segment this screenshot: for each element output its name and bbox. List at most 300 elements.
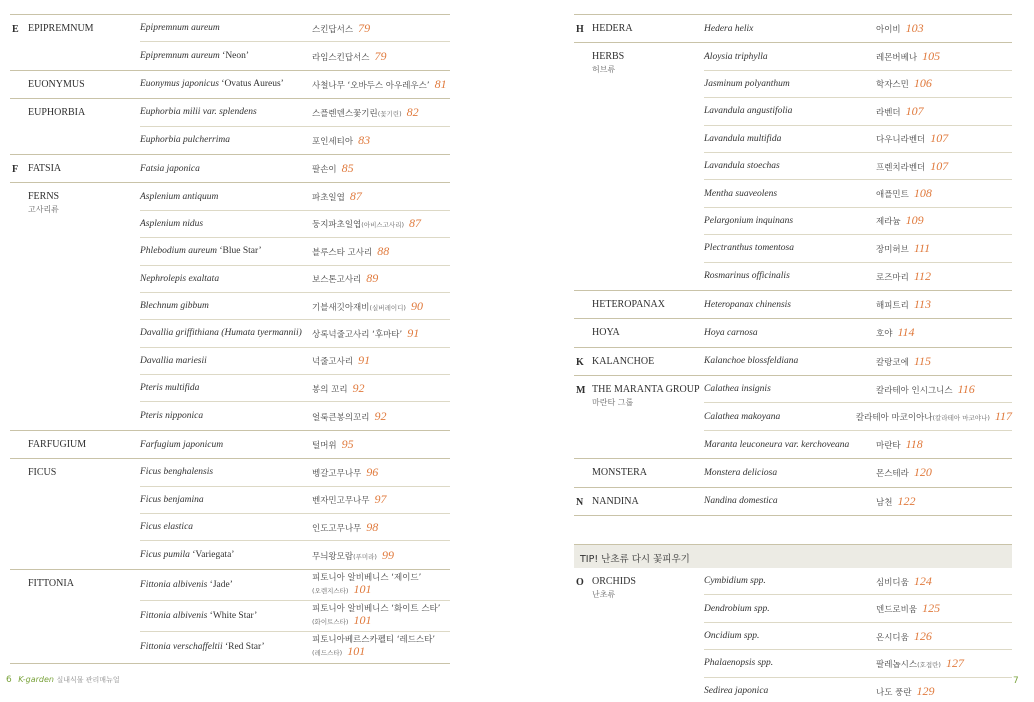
genus-group xyxy=(574,348,1012,376)
entry-list xyxy=(140,459,450,569)
scientific-name xyxy=(140,219,312,229)
plant-entry xyxy=(704,126,1012,153)
korean-name xyxy=(312,21,370,36)
scientific-name-text: Dendrobium spp. xyxy=(704,603,770,614)
scientific-name xyxy=(140,192,312,202)
page-ref: 97 xyxy=(374,492,387,507)
scientific-name xyxy=(704,189,876,199)
genus-label: EUONYMUS xyxy=(28,78,85,90)
genus-group xyxy=(574,14,1012,43)
page-ref: 91 xyxy=(358,353,371,368)
plant-entry xyxy=(140,514,450,541)
page-ref: 115 xyxy=(913,353,931,368)
korean-name xyxy=(876,629,932,644)
genus-name xyxy=(592,356,654,368)
genus-group xyxy=(574,43,1012,291)
genus-name xyxy=(592,23,633,35)
scientific-name xyxy=(704,440,876,450)
korean-name xyxy=(856,409,1012,424)
korean-name xyxy=(312,635,435,659)
page-number-left: 6 xyxy=(6,675,12,685)
plant-entry xyxy=(704,348,1012,375)
korean-name xyxy=(876,601,940,616)
genus-name xyxy=(28,23,94,35)
plant-entry xyxy=(140,155,450,182)
page-ref: 122 xyxy=(897,493,916,508)
plant-entry xyxy=(140,570,450,601)
scientific-name-text: Fittonia albivenis xyxy=(140,610,208,621)
page-ref: 107 xyxy=(930,131,949,146)
scientific-name xyxy=(140,495,312,505)
scientific-name-text: Fatsia japonica xyxy=(140,163,200,174)
page-ref: 99 xyxy=(381,547,394,562)
korean-name xyxy=(876,574,932,589)
page-ref: 87 xyxy=(349,189,362,204)
korean-name xyxy=(312,161,354,176)
genus-label: FATSIA xyxy=(28,162,62,174)
genus-name xyxy=(592,299,665,311)
korean-name-text: 봉의 꼬리 xyxy=(312,384,348,395)
scientific-name-text: Heteropanax chinensis xyxy=(704,299,791,310)
scientific-name-text: Nandina domestica xyxy=(704,496,778,507)
korean-name xyxy=(876,241,930,256)
page-ref: 107 xyxy=(905,103,924,118)
page-ref: 111 xyxy=(913,240,931,255)
korean-name-text: 덴드로비움 xyxy=(876,605,918,616)
genus-korean: 마란타 그룹 xyxy=(592,398,634,408)
korean-name xyxy=(876,186,932,201)
cultivar-name: ‘White Star’ xyxy=(209,610,258,621)
cultivar-name: ‘Jade’ xyxy=(209,579,233,590)
plant-entry xyxy=(140,127,450,154)
scientific-name xyxy=(704,161,876,171)
korean-name-text: 인도고무나무 xyxy=(312,523,362,534)
korean-name-text: 무늬왕모람 xyxy=(312,551,354,562)
korean-name xyxy=(312,353,370,368)
scientific-name xyxy=(704,356,876,366)
korean-name-text: 블루스타 고사리 xyxy=(312,247,373,258)
genus-name xyxy=(592,576,636,601)
korean-name xyxy=(312,381,365,396)
page-ref: 101 xyxy=(353,581,372,596)
scientific-name-text: Ficus pumila xyxy=(140,550,190,561)
cultivar-name: ‘Neon’ xyxy=(222,51,250,62)
korean-name xyxy=(876,354,931,369)
genus-group xyxy=(574,488,1012,516)
scientific-name-text: Hoya carnosa xyxy=(704,327,758,338)
korean-name-text: 스킨답서스 xyxy=(312,24,354,35)
korean-name-text: 피토니아 알비베니스 ‘화이트 스타’ xyxy=(312,603,441,614)
korean-name-text: 벤자민고무나무 xyxy=(312,496,370,507)
plant-entry xyxy=(140,601,450,632)
page-ref: 105 xyxy=(922,49,941,64)
tip-title: TIP! 난초류 다시 꽃피우기 xyxy=(580,554,690,566)
korean-name xyxy=(876,437,923,452)
plant-entry xyxy=(140,42,450,69)
plant-entry xyxy=(140,402,450,429)
scientific-name-text: Lavandula angustifolia xyxy=(704,106,793,117)
scientific-name-text: Mentha suaveolens xyxy=(704,188,778,199)
korean-name xyxy=(312,49,386,64)
scientific-name xyxy=(704,300,876,310)
page-ref: 103 xyxy=(905,21,924,36)
korean-name xyxy=(312,465,378,480)
scientific-name xyxy=(140,274,312,284)
genus-group xyxy=(574,568,1012,702)
plant-entry xyxy=(140,487,450,514)
korean-name xyxy=(312,133,370,148)
scientific-name-text: Euphorbia pulcherrima xyxy=(140,135,230,146)
genus-label: HOYA xyxy=(592,327,620,339)
scientific-name xyxy=(140,356,312,366)
brand-title: K-garden xyxy=(18,675,54,684)
brand-subtitle: 실내식물 관리매뉴얼 xyxy=(56,676,120,684)
korean-name xyxy=(312,105,419,120)
page-ref: 112 xyxy=(913,268,931,283)
korean-alias: (칼라테아 마코야나) xyxy=(932,414,990,423)
entry-list xyxy=(140,71,450,98)
plant-entry xyxy=(704,263,1012,290)
korean-name-text: 팔손이 xyxy=(312,165,337,176)
plant-entry xyxy=(704,595,1012,622)
cultivar-name: ‘Ovatus Aureus’ xyxy=(221,79,284,90)
page-ref: 81 xyxy=(434,76,447,91)
genus-name xyxy=(592,496,639,508)
korean-name-text: 제라늄 xyxy=(876,217,901,228)
korean-name xyxy=(312,216,421,231)
genus-label: HERBS xyxy=(592,51,625,63)
korean-name xyxy=(312,77,447,92)
plant-entry xyxy=(704,71,1012,98)
plant-entry xyxy=(704,15,1012,42)
cultivar-name: ‘Blue Star’ xyxy=(219,246,262,257)
genus-label: EUPHORBIA xyxy=(28,107,86,119)
scientific-name-text: Monstera deliciosa xyxy=(704,467,778,478)
scientific-name xyxy=(140,440,312,450)
plant-entry xyxy=(704,235,1012,262)
scientific-name-text: Cymbidium spp. xyxy=(704,576,766,587)
scientific-name-text: Fittonia albivenis xyxy=(140,579,208,590)
korean-name-text: 학자스민 xyxy=(876,80,909,91)
korean-name xyxy=(876,49,940,64)
korean-name xyxy=(312,573,421,597)
page-ref: 79 xyxy=(374,48,387,63)
korean-name-text: 남천 xyxy=(876,497,893,508)
scientific-name-text: Aloysia triphylla xyxy=(704,51,768,62)
genus-group xyxy=(10,183,450,431)
scientific-name xyxy=(704,24,876,34)
scientific-name-text: Epipremnum aureum xyxy=(140,23,220,34)
genus-label: ORCHIDS xyxy=(592,576,636,588)
genus-group xyxy=(574,319,1012,347)
plant-entry xyxy=(140,541,450,568)
page-ref: 106 xyxy=(913,76,932,91)
korean-name-text: 호야 xyxy=(876,329,893,340)
entry-list xyxy=(704,488,1012,515)
korean-name xyxy=(312,492,386,507)
page-ref: 126 xyxy=(913,628,932,643)
korean-name-text: 벵갈고무나무 xyxy=(312,468,362,479)
plant-entry xyxy=(704,208,1012,235)
plant-entry xyxy=(140,348,450,375)
genus-name xyxy=(592,51,624,76)
scientific-name xyxy=(704,328,876,338)
scientific-name-text: Calathea makoyana xyxy=(704,411,781,422)
page-ref: 88 xyxy=(377,243,390,258)
korean-name-text: 보스톤고사리 xyxy=(312,275,362,286)
genus-korean: 허브류 xyxy=(592,65,616,75)
plant-entry xyxy=(140,431,450,458)
plant-entry xyxy=(140,71,450,98)
plant-entry xyxy=(140,211,450,238)
scientific-name-text: Hedera helix xyxy=(704,23,754,34)
korean-name-text: 칼라테아 마코이아나 xyxy=(855,413,933,424)
genus-group xyxy=(10,99,450,155)
scientific-name-text: Calathea insignis xyxy=(704,384,771,395)
korean-name-text: 프렌치라벤더 xyxy=(876,162,926,173)
plant-entry xyxy=(704,98,1012,125)
genus-label: THE MARANTA GROUP xyxy=(592,384,700,396)
left-page xyxy=(10,14,450,664)
korean-name-text: 피토니아 알비베니스 ‘제이드’ xyxy=(312,572,422,583)
korean-name-text: 라벤더 xyxy=(876,107,901,118)
scientific-name-text: Jasminum polyanthum xyxy=(704,78,790,89)
page-ref: 108 xyxy=(913,186,932,201)
entry-list xyxy=(704,568,1012,702)
korean-name-text: 레몬버베나 xyxy=(876,53,918,64)
korean-name-text: 심비디움 xyxy=(876,577,909,588)
korean-name xyxy=(876,159,948,174)
scientific-name xyxy=(140,611,312,621)
scientific-name xyxy=(140,246,312,256)
korean-name xyxy=(876,21,924,36)
scientific-name xyxy=(140,51,312,61)
genus-group xyxy=(574,291,1012,319)
page-ref: 91 xyxy=(407,325,420,340)
scientific-name-text: Pteris nipponica xyxy=(140,411,204,422)
scientific-name-text: Epipremnum aureum xyxy=(140,51,220,62)
scientific-name xyxy=(704,52,876,62)
scientific-name-text: Euphorbia milii var. splendens xyxy=(140,107,257,118)
plant-entry xyxy=(704,568,1012,595)
korean-name-text: 팔레놉시스 xyxy=(876,659,918,670)
scientific-name-text: Farfugium japonicum xyxy=(140,439,224,450)
korean-name xyxy=(876,684,935,699)
genus-label: KALANCHOE xyxy=(592,355,655,367)
korean-alias: (화이트스타) xyxy=(312,617,349,626)
scientific-name-text: Fittonia verschaffeltii xyxy=(140,642,223,653)
genus-label: NANDINA xyxy=(592,495,639,507)
genus-group xyxy=(10,431,450,459)
page-ref: 120 xyxy=(913,465,932,480)
plant-entry xyxy=(704,319,1012,346)
entry-list xyxy=(704,459,1012,486)
cultivar-name: ‘Red Star’ xyxy=(224,642,265,653)
entry-list xyxy=(704,319,1012,346)
scientific-name-text: Lavandula stoechas xyxy=(704,161,780,172)
page-ref: 98 xyxy=(366,519,379,534)
korean-name xyxy=(876,297,931,312)
scientific-name xyxy=(140,580,312,590)
plant-entry xyxy=(140,15,450,42)
plant-entry xyxy=(704,650,1012,677)
genus-group xyxy=(10,459,450,570)
korean-name xyxy=(312,189,362,204)
scientific-name xyxy=(704,384,876,394)
plant-entry xyxy=(140,99,450,126)
page-ref: 92 xyxy=(352,380,365,395)
korean-name xyxy=(876,213,924,228)
plant-entry xyxy=(140,459,450,486)
page-ref: 127 xyxy=(945,655,964,670)
page-ref: 85 xyxy=(341,161,354,176)
page-ref: 89 xyxy=(366,271,379,286)
korean-name-text: 아이비 xyxy=(876,25,901,36)
korean-name xyxy=(312,326,419,341)
plant-entry xyxy=(140,375,450,402)
plant-entry xyxy=(704,291,1012,318)
korean-name xyxy=(312,299,423,314)
plant-entry xyxy=(704,153,1012,180)
cultivar-name: ‘Variegata’ xyxy=(192,550,235,561)
korean-name xyxy=(876,131,948,146)
plant-entry xyxy=(704,403,1012,430)
page-ref: 79 xyxy=(358,20,371,35)
korean-name-text: 넉줄고사리 xyxy=(312,357,354,368)
genus-group xyxy=(574,376,1012,459)
genus-name xyxy=(28,107,85,119)
korean-alias: (호접란) xyxy=(917,660,941,669)
page-ref: 129 xyxy=(916,683,935,698)
scientific-name xyxy=(140,411,312,421)
index-letter: O xyxy=(576,577,584,589)
scientific-name xyxy=(140,328,312,338)
page-ref: 95 xyxy=(341,437,354,452)
genus-name xyxy=(28,163,61,175)
scientific-name-text: Ficus benghalensis xyxy=(140,467,214,478)
genus-group xyxy=(10,155,450,183)
scientific-name xyxy=(140,23,312,33)
page-ref: 109 xyxy=(905,213,924,228)
korean-alias: (오렌지스타) xyxy=(312,586,349,595)
scientific-name-text: Kalanchoe blossfeldiana xyxy=(704,356,799,367)
korean-name xyxy=(876,269,931,284)
scientific-name-text: Asplenium nidus xyxy=(140,218,204,229)
plant-entry xyxy=(140,183,450,210)
scientific-name-text: Rosmarinus officinalis xyxy=(704,271,790,282)
page-ref: 92 xyxy=(374,408,387,423)
korean-name-text: 몬스테라 xyxy=(876,469,909,480)
genus-group xyxy=(10,14,450,71)
genus-label: FITTONIA xyxy=(28,577,74,589)
genus-name xyxy=(28,79,85,91)
scientific-name xyxy=(704,216,876,226)
plant-entry xyxy=(704,43,1012,70)
entry-list xyxy=(140,183,450,430)
index-letter: E xyxy=(12,24,19,35)
korean-name-text: 칼랑코에 xyxy=(876,357,909,368)
scientific-name-text: Sedirea japonica xyxy=(704,686,769,697)
scientific-name xyxy=(140,550,312,560)
korean-name-text: 기블새깃아재비 xyxy=(312,302,370,313)
genus-name xyxy=(28,191,59,216)
korean-name xyxy=(876,76,932,91)
page-number-right: 7 xyxy=(1013,676,1019,686)
page-ref: 113 xyxy=(913,297,931,312)
scientific-name xyxy=(140,135,312,145)
index-letter: M xyxy=(576,385,586,397)
korean-name-text: 사철나무 ‘오바두스 아우레우스’ xyxy=(312,80,430,91)
korean-name-text: 라임스킨답서스 xyxy=(312,52,370,63)
entry-list xyxy=(704,15,1012,42)
korean-alias: (푸미라) xyxy=(353,552,377,561)
index-letter: K xyxy=(576,356,584,368)
entry-list xyxy=(140,155,450,182)
korean-name-text: 장미허브 xyxy=(876,244,909,255)
entry-list xyxy=(704,348,1012,375)
korean-alias: (꽃기린) xyxy=(377,109,402,118)
scientific-name-text: Ficus elastica xyxy=(140,522,194,533)
scientific-name xyxy=(704,496,876,506)
scientific-name-text: Nephrolepis exaltata xyxy=(140,273,220,284)
korean-name xyxy=(312,604,440,628)
genus-label: HEDERA xyxy=(592,23,633,34)
korean-name-text: 둥지파초일엽 xyxy=(312,220,362,231)
korean-name-text: 로즈마리 xyxy=(876,272,909,283)
scientific-name-text: Oncidium spp. xyxy=(704,631,760,641)
scientific-name-text: Davallia mariesii xyxy=(140,355,207,366)
page-ref: 96 xyxy=(366,464,379,479)
scientific-name xyxy=(704,271,876,281)
korean-name-text: 온시디움 xyxy=(876,632,909,643)
genus-name xyxy=(28,578,74,590)
genus-name xyxy=(592,327,620,339)
page-ref: 82 xyxy=(406,104,419,119)
entry-list xyxy=(140,570,450,663)
entry-list xyxy=(704,291,1012,318)
scientific-name-text: Euonymus japonicus xyxy=(140,79,219,90)
plant-entry xyxy=(704,376,1012,403)
korean-name xyxy=(312,271,378,286)
korean-name xyxy=(312,548,394,563)
scientific-name xyxy=(704,134,876,144)
scientific-name-text: Phalaenopsis spp. xyxy=(704,658,774,669)
page-ref: 124 xyxy=(913,573,932,588)
index-letter: N xyxy=(576,496,584,508)
korean-name xyxy=(312,244,389,259)
genus-label: MONSTERA xyxy=(592,467,648,479)
scientific-name-text: Plectranthus tomentosa xyxy=(704,243,794,254)
genus-label: HETEROPANAX xyxy=(592,298,665,310)
page-ref: 90 xyxy=(410,298,423,313)
page-ref: 114 xyxy=(897,325,915,340)
scientific-name xyxy=(140,164,312,174)
scientific-name xyxy=(140,642,312,652)
right-page xyxy=(574,14,1012,702)
scientific-name-text: Asplenium antiquum xyxy=(140,191,219,202)
scientific-name xyxy=(140,522,312,532)
korean-name xyxy=(312,520,378,535)
korean-name-text: 파초일엽 xyxy=(312,193,345,204)
korean-name xyxy=(312,437,354,452)
korean-name xyxy=(312,409,386,424)
scientific-name-text: Maranta leuconeura var. kerchoveana xyxy=(704,439,850,450)
plant-entry xyxy=(140,266,450,293)
plant-entry xyxy=(704,431,1012,458)
genus-label: EPIPREMNUM xyxy=(28,23,94,34)
scientific-name-text: Blechnum gibbum xyxy=(140,301,209,312)
genus-label: FERNS xyxy=(28,191,60,203)
